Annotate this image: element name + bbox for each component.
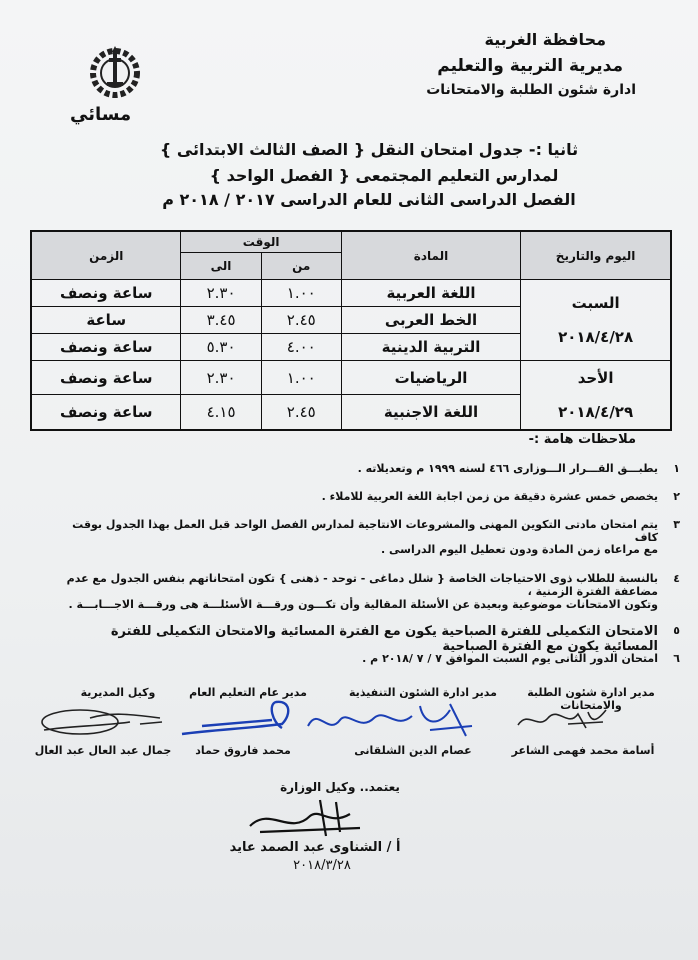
- approval-name: أ / الشناوى عبد الصمد عايد: [229, 840, 401, 855]
- subject-cell: الخط العربى: [341, 307, 520, 334]
- directorate-heading: مديرية التربية والتعليم: [437, 56, 623, 76]
- day-cell-sunday: [521, 361, 671, 431]
- signature-scribble: [30, 700, 170, 746]
- note-item: [58, 490, 680, 503]
- note-text: يخصص خمس عشرة دقيقة من زمن اجابة اللغة العربية للاملاء .: [321, 490, 658, 503]
- note-item: [58, 543, 658, 556]
- department-heading: ادارة شئون الطلبة والامتحانات: [426, 82, 636, 98]
- schedule-title-line2: لمدارس التعليم المجتمعى { الفصل الواحد }: [209, 166, 559, 185]
- signature-scribble: [172, 694, 302, 744]
- approval-label: يعتمد.. وكيل الوزارة: [280, 780, 400, 794]
- governorate-heading: محافظة الغربية: [484, 30, 606, 49]
- header-duration: الزمن: [31, 231, 181, 280]
- signature-name: أسامة محمد فهمى الشاعر: [511, 744, 655, 757]
- signature-block: [338, 744, 488, 757]
- header-from: من: [261, 253, 341, 280]
- note-number: ١: [673, 462, 680, 475]
- note-text: بالنسبة للطلاب ذوى الاحتياجات الخاصة { شلل دماغى - توحد - ذهنى } تكون امتحاناتهم بنفس الجدول مع عدم مضاعفة الفترة الزمنية ،: [66, 572, 658, 598]
- from-cell: ١.٠٠: [261, 361, 341, 395]
- duration-cell: ساعة ونصف: [31, 280, 181, 307]
- schedule-title-line1: ثانيا :- جدول امتحان النقل { الصف الثالث الابتدائى }: [159, 140, 579, 159]
- evening-shift-label: مسائي: [70, 104, 132, 125]
- signature-title: وكيل المديرية: [80, 686, 156, 699]
- subject-cell: الرياضيات: [341, 361, 520, 395]
- day-date: ٢٠١٨/٤/٢٨: [558, 328, 634, 346]
- subject-cell: اللغة الاجنبية: [341, 395, 520, 430]
- note-number: ٦: [673, 652, 680, 665]
- from-cell: ٤.٠٠: [261, 334, 341, 361]
- day-name: السبت: [571, 294, 620, 312]
- note-text: يطبـــق القـــرار الـــوزارى ٤٦٦ لسنه ١٩٩٩ م وتعديلاته .: [357, 462, 658, 475]
- duration-cell: ساعة ونصف: [31, 395, 181, 430]
- approval-date: ٢٠١٨/٣/٢٨: [293, 858, 351, 873]
- from-cell: ٢.٤٥: [261, 395, 341, 430]
- header-subject: المادة: [341, 231, 520, 280]
- day-cell-saturday: [521, 280, 671, 361]
- signature-scribble: [300, 696, 480, 748]
- to-cell: ٥.٣٠: [181, 334, 261, 361]
- to-cell: ٢.٣٠: [181, 280, 261, 307]
- schedule-title-line3: الفصل الدراسى الثانى للعام الدراسى ٢٠١٧ / ٢٠١٨ م: [162, 190, 576, 209]
- signature-name: عصام الدين الشلقانى: [354, 744, 472, 757]
- signature-title: مدير عام التعليم العام: [189, 686, 307, 699]
- notes-title: ملاحظات هامة :-: [528, 432, 636, 447]
- signature-name: جمال عبد العال عبد العال: [34, 744, 172, 757]
- note-item: [58, 572, 680, 598]
- signature-title: مدير ادارة الشئون التنفيذية: [349, 686, 497, 699]
- header-to: الى: [181, 253, 261, 280]
- signature-block: [48, 686, 188, 699]
- note-item: [58, 652, 680, 665]
- header-day-date: اليوم والتاريخ: [521, 231, 671, 280]
- subject-cell: اللغة العربية: [341, 280, 520, 307]
- signature-name: محمد فاروق حماد: [195, 744, 291, 757]
- exam-schedule-table: [30, 230, 672, 431]
- note-item: [58, 518, 680, 544]
- table-header-row: [31, 231, 671, 253]
- to-cell: ٢.٣٠: [181, 361, 261, 395]
- day-name: الأحد: [577, 369, 614, 387]
- note-text: يتم امتحان مادتى التكوين المهنى والمشروعات الانتاجية لمدارس الفصل الواحد قبل العمل بهذا الجدول بوقت كاف: [72, 518, 658, 544]
- note-item: [58, 598, 658, 611]
- note-number: ٥: [673, 624, 680, 637]
- signature-block: [28, 744, 178, 757]
- duration-cell: ساعة ونصف: [31, 361, 181, 395]
- to-cell: ٤.١٥: [181, 395, 261, 430]
- subject-cell: التربية الدينية: [341, 334, 520, 361]
- duration-cell: ساعة ونصف: [31, 334, 181, 361]
- note-item: [58, 624, 680, 654]
- note-number: ٢: [673, 490, 680, 503]
- note-text: الامتحان التكميلى للفترة الصباحية يكون مع الفترة المسائية والامتحان التكميلى للفترة المسائية يكون مع الفترة الصباحية: [110, 624, 658, 654]
- signature-block: [498, 744, 668, 757]
- note-text: مع مراعاه زمن المادة ودون تعطيل اليوم الدراسى .: [380, 543, 658, 556]
- from-cell: ١.٠٠: [261, 280, 341, 307]
- gear-tower-logo-icon: [88, 44, 142, 102]
- signature-scribble: [508, 700, 618, 740]
- day-date: ٢٠١٨/٤/٢٩: [558, 403, 634, 421]
- to-cell: ٣.٤٥: [181, 307, 261, 334]
- signature-block: [173, 744, 313, 757]
- note-text: وتكون الامتحانات موضوعية وبعيدة عن الأسئلة المقالية وأن تكـــون ورقـــة الأسئلـــة هى ورقـــة الاجـــابـــة .: [68, 598, 658, 611]
- note-text: امتحان الدور الثانى يوم السبت الموافق ٧ / ٧ /٢٠١٨ م .: [362, 652, 658, 665]
- table-row: [31, 361, 671, 395]
- header-time: الوقت: [181, 231, 341, 253]
- note-item: [58, 462, 680, 475]
- duration-cell: ساعة: [31, 307, 181, 334]
- note-number: ٤: [673, 572, 680, 585]
- note-number: ٣: [673, 518, 680, 531]
- signature-title: مدير ادارة شئون الطلبة والامتحانات: [527, 686, 655, 712]
- table-row: [31, 280, 671, 307]
- from-cell: ٢.٤٥: [261, 307, 341, 334]
